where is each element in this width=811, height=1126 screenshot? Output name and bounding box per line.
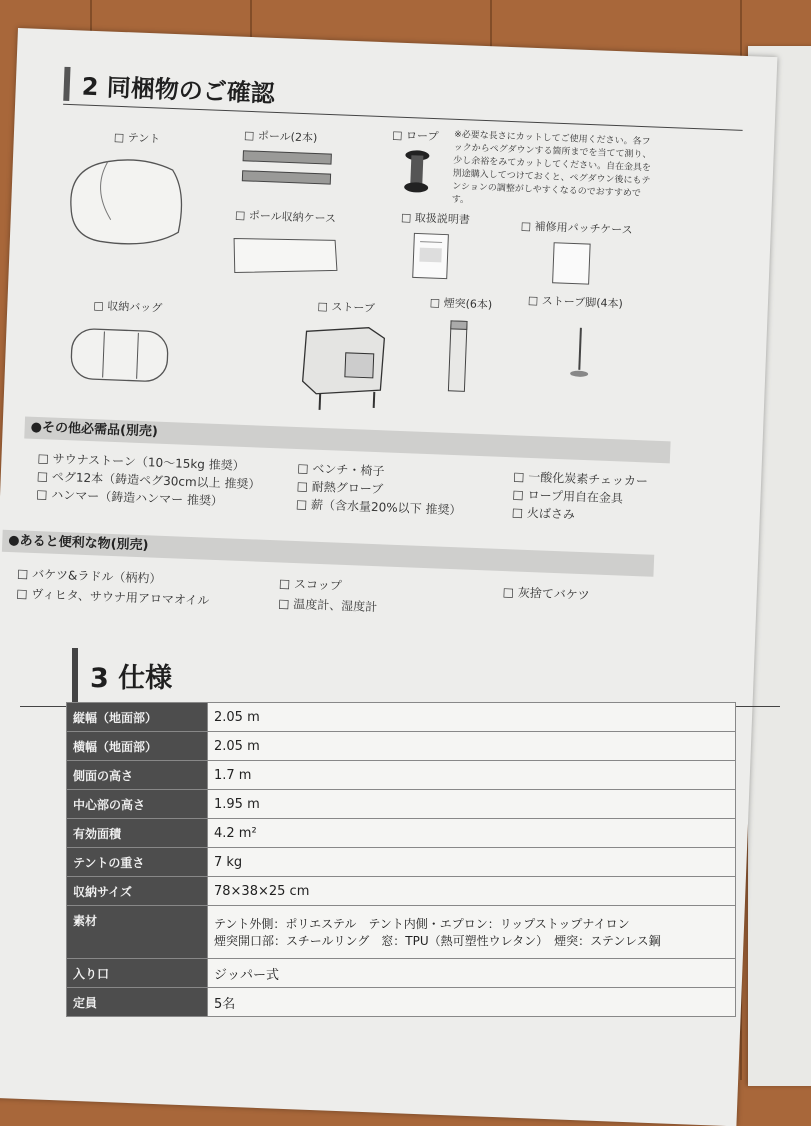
spec-value: 2.05 m [208, 703, 736, 732]
material-line-2: 煙突開口部：スチールリング 窓：TPU（熱可塑性ウレタン） 煙突：ステンレス鋼 [214, 934, 661, 948]
table-row [67, 906, 736, 959]
spec-value: 2.05 m [208, 732, 736, 761]
required-item: □ 薪（含水量20%以下 推奨） [295, 497, 462, 518]
required-item: □ 火ばさみ [511, 505, 576, 522]
stove-icon [293, 317, 397, 421]
section-2-header [63, 66, 275, 109]
chimney-icon [442, 317, 475, 398]
table-row [67, 877, 736, 906]
section-3-header [72, 648, 172, 702]
item-patch-case-label: □ 補修用パッチケース [520, 219, 633, 237]
required-item: □ ペグ12本（鋳造ペグ30cm以上 推奨） [36, 469, 261, 492]
manual-icon [409, 231, 461, 283]
spec-label: 定員 [67, 988, 208, 1017]
section-2-title: 2 同梱物のご確認 [81, 72, 276, 108]
required-heading: ●その他必需品(別売) [24, 417, 670, 464]
spec-label: 側面の高さ [67, 761, 208, 790]
spec-label: 中心部の高さ [67, 790, 208, 819]
spec-table [66, 702, 736, 1017]
item-stove-label: □ ストーブ [317, 299, 376, 315]
section-3-title: 3 仕様 [90, 662, 173, 694]
rope-note: ※必要な長さにカットしてご使用ください。各フックからペグダウンする箇所までを当てて測り、少し余裕をみてカットしてください。自在金具を別途購入してつけておくと、ペグダウン後にもテンションの調整がしやすくなるのでおすすめです。 [451, 129, 652, 206]
item-poles-label: □ ポール(2本) [243, 128, 318, 145]
optional-item: □ ヴィヒタ、サウナ用アロマオイル [16, 586, 210, 608]
spec-label: 収納サイズ [67, 877, 208, 906]
poles-icon [240, 147, 341, 191]
section-bar [72, 648, 78, 702]
item-pole-case-label: □ ポール収納ケース [234, 208, 337, 226]
item-rope-label: □ ロープ [391, 128, 439, 144]
table-row [67, 790, 736, 819]
section-bar [63, 66, 70, 100]
table-row [67, 959, 736, 988]
table-row [67, 848, 736, 877]
required-item: □ サウナストーン（10～15kg 推奨） [37, 451, 245, 474]
spec-value: 1.7 m [208, 761, 736, 790]
spec-value: 78×38×25 cm [208, 877, 736, 906]
item-chimney-label: □ 煙突(6本) [429, 296, 493, 312]
spec-label: テントの重さ [67, 848, 208, 877]
optional-item: □ 灰捨てバケツ [502, 585, 590, 603]
required-item: □ 一酸化炭素チェッカー [512, 469, 649, 489]
spec-label: 素材 [67, 906, 208, 959]
spec-label: 縦幅（地面部） [67, 703, 208, 732]
item-tent-label: □ テント [113, 130, 161, 146]
item-stove-leg-label: □ ストーブ脚(4本) [527, 293, 624, 311]
required-item: □ ロープ用自在金具 [512, 487, 624, 506]
optional-item: □ スコップ [278, 576, 343, 593]
pole-case-icon [229, 228, 351, 283]
optional-heading: ●あると便利な物(別売) [2, 530, 654, 577]
item-manual-label: □ 取扱説明書 [400, 210, 471, 227]
spec-value: ジッパー式 [208, 959, 736, 988]
spec-label: 入り口 [67, 959, 208, 988]
storage-bag-icon [66, 320, 179, 394]
item-storage-bag-label: □ 収納バッグ [93, 299, 163, 315]
table-row [67, 703, 736, 732]
patch-case-icon [548, 241, 600, 293]
optional-item: □ 温度計、湿度計 [277, 596, 378, 615]
spec-value: 1.95 m [208, 790, 736, 819]
material-line-1: テント外側：ポリエステル テント内側・エプロン：リップストップナイロン [214, 917, 630, 931]
tent-icon [60, 148, 194, 253]
table-row [67, 732, 736, 761]
spec-label: 有効面積 [67, 819, 208, 848]
required-item: □ 耐熱グローブ [296, 479, 384, 497]
spec-label: 横幅（地面部） [67, 732, 208, 761]
spec-value: 5名 [208, 988, 736, 1017]
table-row [67, 761, 736, 790]
required-item: □ ハンマー（鋳造ハンマー 推奨） [35, 487, 224, 509]
optional-item: □ バケツ&ラドル（柄杓） [16, 566, 162, 586]
table-row [67, 988, 736, 1017]
stove-leg-icon [565, 323, 597, 384]
rope-icon [396, 147, 438, 198]
required-item: □ ベンチ・椅子 [297, 461, 385, 479]
spec-value: 7 kg [208, 848, 736, 877]
spec-value: 4.2 m² [208, 819, 736, 848]
spec-value [208, 906, 736, 959]
table-row [67, 819, 736, 848]
